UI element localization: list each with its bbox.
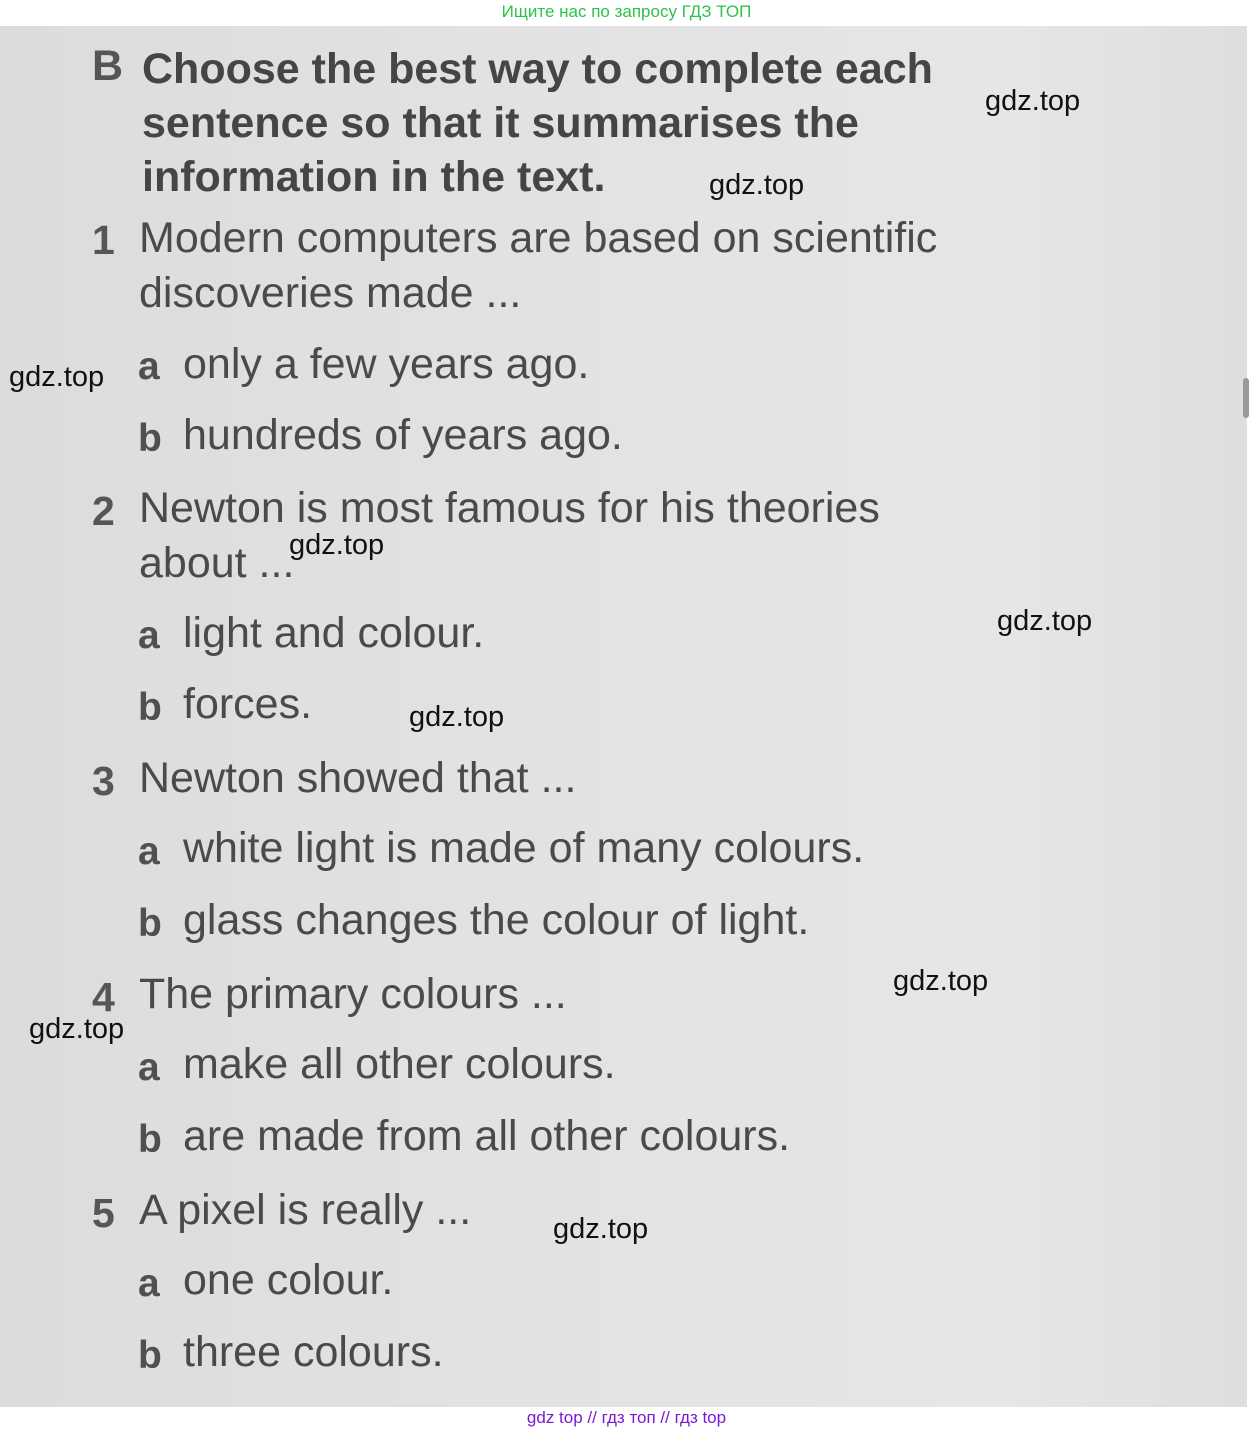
option-text: white light is made of many colours. [183,824,865,872]
watermark: gdz.top [289,529,385,561]
option-letter: a [138,1262,160,1305]
option-text: light and colour. [183,609,485,657]
option-text: are made from all other colours. [183,1112,791,1160]
watermark: gdz.top [985,85,1081,117]
question-number: 4 [92,974,115,1020]
option-letter: b [138,902,162,945]
question-text [139,481,880,591]
question-line: discoveries made ... [139,269,522,317]
option-letter: b [138,1118,162,1161]
option-text: glass changes the colour of light. [183,896,810,944]
question-line: The primary colours ... [139,970,567,1018]
option-letter: a [138,614,160,657]
question-text [139,1183,471,1238]
question-line: Newton is most famous for his theories [139,484,880,532]
instruction [142,42,933,204]
option-letter: b [138,417,162,460]
question-number: 2 [92,488,115,534]
option-letter: a [138,830,160,873]
instruction-line: Choose the best way to complete each [142,45,933,93]
watermark: gdz.top [893,965,989,997]
instruction-line: information in the text. [142,153,606,201]
top-banner: Ищите нас по запросу ГДЗ ТОП [0,0,1253,26]
bottom-banner: gdz top // гдз топ // гдз top [0,1407,1253,1433]
watermark: gdz.top [997,605,1093,637]
question-line: Modern computers are based on scientific [139,214,938,262]
watermark: gdz.top [29,1013,125,1045]
option-letter: b [138,686,162,729]
page-tab-mark [1243,378,1249,418]
question-text [139,751,576,806]
question-number: 3 [92,758,115,804]
option-text: one colour. [183,1256,394,1304]
option-letter: b [138,1334,162,1377]
option-letter: a [138,1046,160,1089]
page-edge [1247,26,1253,1407]
option-text: make all other colours. [183,1040,616,1088]
question-number: 5 [92,1190,115,1236]
watermark: gdz.top [709,169,805,201]
question-line: A pixel is really ... [139,1186,472,1234]
watermark: gdz.top [553,1213,649,1245]
question-line: about ... [139,539,295,587]
option-letter: a [138,345,160,388]
watermark: gdz.top [409,701,505,733]
option-text: hundreds of years ago. [183,411,623,459]
section-letter: B [92,42,124,90]
question-line: Newton showed that ... [139,754,577,802]
instruction-line: sentence so that it summarises the [142,99,859,147]
question-text [139,967,567,1022]
question-number: 1 [92,217,115,263]
option-text: only a few years ago. [183,340,590,388]
watermark: gdz.top [9,361,105,393]
question-text [139,211,937,321]
option-text: three colours. [183,1328,444,1376]
option-text: forces. [183,680,313,728]
